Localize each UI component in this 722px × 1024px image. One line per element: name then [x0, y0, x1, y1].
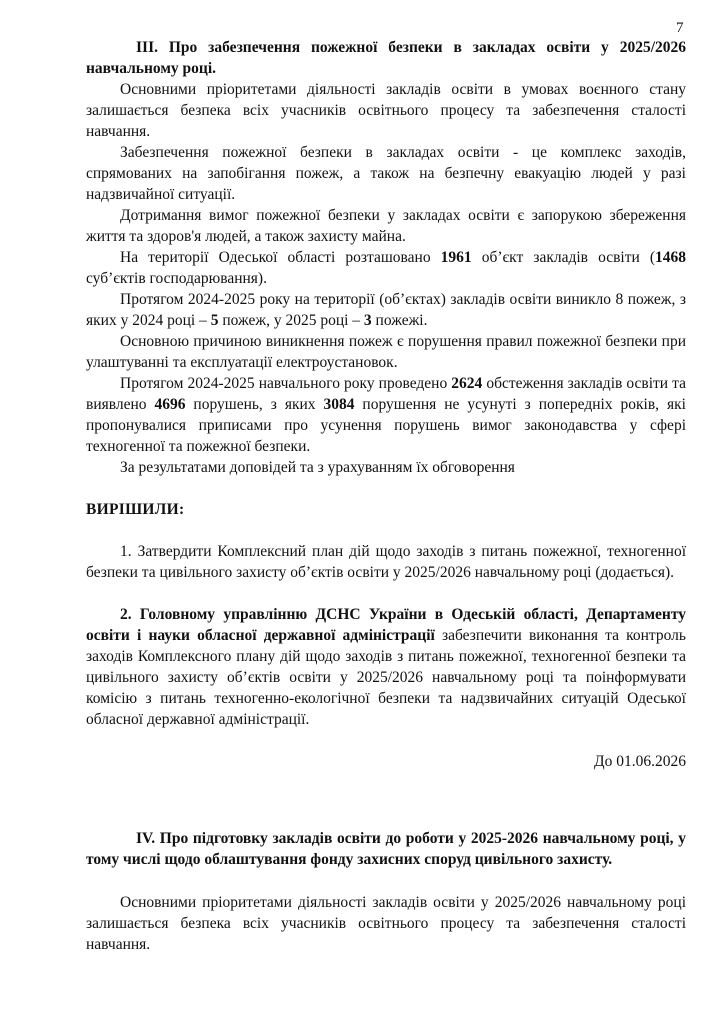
decision-item-2-text: забезпечити виконання та контроль заходів Комплексного плану дій щодо заходів з питань пожежної, техногенної безпеки та цивільного захисту об’єктів освіти у 2025/2026 навчальному році та поінформувати комісію з питань техногенно-екологічної безпеки та надзвичайних ситуацій Одеської обласної державної адміністрації.	[86, 627, 686, 728]
text-run: Протягом 2024-2025 навчального року проведено	[120, 375, 452, 392]
section-3-paragraph-8: За результатами доповідей та з урахуванням їх обговорення	[120, 459, 515, 476]
section-3-paragraph-7	[86, 373, 686, 457]
section-3-paragraph-6: Основною причиною виникнення пожеж є порушення правил пожежної безпеки при улаштуванні та експлуатації електроустановок.	[86, 333, 686, 371]
section-3-heading: III. Про забезпечення пожежної безпеки в закладах освіти у 2025/2026 навчальному році.	[86, 39, 686, 77]
text-run: порушення не усунуті з попередніх років, які пропонувалися приписами про усунення порушень вимог законодавства у сфері техногенної та пожежної безпеки.	[86, 396, 686, 455]
deadline: До 01.06.2026	[594, 753, 686, 770]
unresolved-violations-count: 3084	[323, 396, 355, 413]
text-run: пожеж, у 2025 році –	[218, 312, 364, 329]
text-run: пожежі.	[371, 312, 428, 329]
section-3-paragraph-2: Забезпечення пожежної безпеки в закладах освіти - це комплекс заходів, спрямованих на запобігання пожеж, а також на безпечну евакуацію людей у разі надзвичайної ситуації.	[86, 144, 686, 203]
section-4-paragraph-1: Основними пріоритетами діяльності закладів освіти у 2025/2026 навчальному році залишається безпека всіх учасників освітнього процесу та забезпечення сталості навчання.	[86, 894, 686, 953]
section-4-heading: IV. Про підготовку закладів освіти до роботи у 2025-2026 навчальному році, у тому числі щодо облаштування фонду захисних споруд цивільного захисту.	[86, 830, 686, 868]
resolved-heading: ВИРІШИЛИ:	[86, 501, 185, 518]
section-3-paragraph-4	[86, 247, 686, 289]
page-number: 7	[676, 20, 684, 36]
entities-count: 1468	[655, 249, 686, 266]
violations-count: 4696	[154, 396, 186, 413]
decision-item-2-addressees: 2. Головному управлінню ДСНС України в Одеській області, Департаменту освіти і науки обласної державної адміністрації	[86, 606, 686, 644]
fires-2024-count: 5	[210, 312, 219, 329]
decision-item-2	[86, 604, 686, 730]
document-body	[86, 37, 686, 955]
text-run: суб’єктів господарювання).	[86, 270, 267, 287]
text-run: порушень, з яких	[185, 396, 324, 413]
section-3-paragraph-5	[86, 289, 686, 331]
objects-count: 1961	[440, 249, 472, 266]
text-run: обстеження закладів освіти та виявлено	[86, 375, 686, 413]
text-run: Протягом 2024-2025 року на території (об’єктах) закладів освіти виникло 8 пожеж, з яких у 2024 році –	[86, 291, 686, 329]
inspections-count: 2624	[451, 375, 483, 392]
text-run: На території Одеської області розташовано	[120, 249, 441, 266]
fires-2025-count: 3	[363, 312, 372, 329]
decision-item-1: 1. Затвердити Комплексний план дій щодо заходів з питань пожежної, техногенної безпеки та цивільного захисту об’єктів освіти у 2025/2026 навчальному році (додається).	[86, 543, 686, 581]
section-3-paragraph-1: Основними пріоритетами діяльності закладів освіти в умовах воєнного стану залишається безпека всіх учасників освітнього процесу та забезпечення сталості навчання.	[86, 81, 686, 140]
text-run: об’єкт закладів освіти (	[471, 249, 655, 266]
section-3-paragraph-3: Дотримання вимог пожежної безпеки у закладах освіти є запорукою збереження життя та здоров'я людей, а також захисту майна.	[86, 207, 686, 245]
